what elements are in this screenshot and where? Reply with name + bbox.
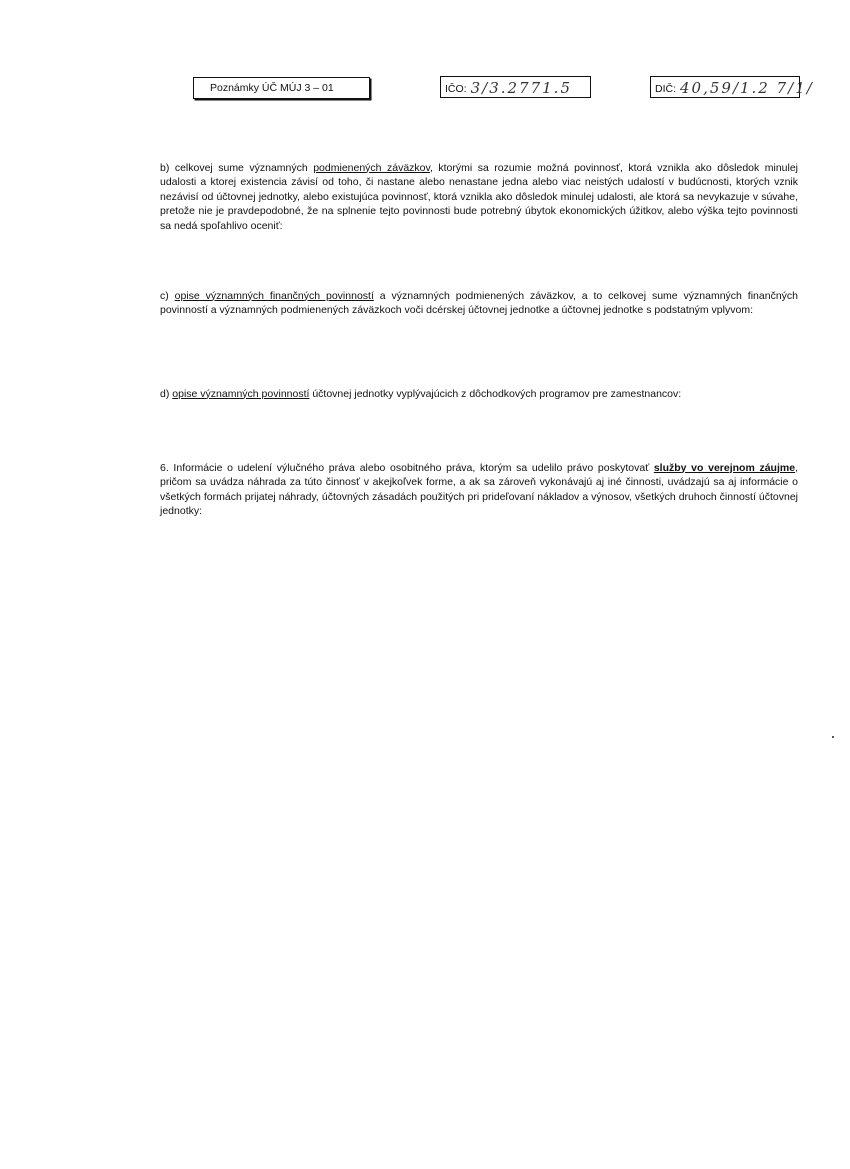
ico-label: IČO: <box>445 83 467 95</box>
section-6-link: služby vo verejnom záujme <box>653 461 796 474</box>
section-c-link: opise významných finančných povinností <box>174 289 374 302</box>
section-b-paragraph <box>160 161 798 234</box>
form-code-box <box>193 77 370 99</box>
ico-box <box>440 76 591 98</box>
section-6-prefix: 6. Informácie o udelení výlučného práva alebo osobitného práva, ktorým sa udelilo právo poskytovať <box>160 461 654 474</box>
section-b-prefix: b) celkovej sume významných <box>160 161 314 174</box>
section-c-text: a významných podmienených záväzkov, a to celkovej sume významných finančných povinností a významných podmienených záväzkoch voči dcérskej účtovnej jednotke a účtovnej jednotke s podstatným vplyvom: <box>160 289 798 316</box>
section-c-paragraph <box>160 289 798 318</box>
form-code-label: Poznámky ÚČ MÚJ 3 – 01 <box>210 82 334 94</box>
section-6-text: , pričom sa uvádza náhrada za túto činnosť v akejkoľvek forme, a ak sa zároveň vykonávajú aj iné činnosti, uvádzajú sa aj informácie o všetkých formách prijatej náhrady, účtovných zásadách použitých pri prideľovaní nákladov a výnosov, všetkých druhoch činností účtovnej jednotky: <box>160 461 798 517</box>
dic-label: DIČ: <box>655 83 676 95</box>
scan-speck <box>832 736 834 738</box>
section-b-link: podmienených záväzkov <box>313 161 430 174</box>
section-d-prefix: d) <box>160 387 173 400</box>
section-b-text: , ktorými sa rozumie možná povinnosť, ktorá vznikla ako dôsledok minulej udalosti a ktorej existencia závisí od toho, či nastane alebo nenastane jedna alebo viac neistých udalostí v budúcnosti, ktorých vznik nezávisí od účtovnej jednotky, alebo existujúca povinnosť, ktorá vznikla ako dôsledok minulej udalosti, ale ktorá sa nevykazuje v súvahe, pretože nie je pravdepodobné, že na splnenie tejto povinnosti bude potrebný úbytok ekonomických úžitkov, alebo výška tejto povinnosti sa nedá spoľahlivo oceniť: <box>160 161 798 232</box>
section-d-paragraph <box>160 387 798 402</box>
dic-box <box>650 76 814 98</box>
dic-handwritten-value: 40,59/1.2 7/1/ <box>680 79 814 97</box>
section-6-paragraph <box>160 461 798 519</box>
section-c-prefix: c) <box>160 289 175 302</box>
section-d-text: účtovnej jednotky vyplývajúcich z dôchodkových programov pre zamestnancov: <box>309 387 682 400</box>
ico-handwritten-value: 3/3.2771.5 <box>470 79 572 97</box>
section-d-link: opise významných povinností <box>172 387 310 400</box>
